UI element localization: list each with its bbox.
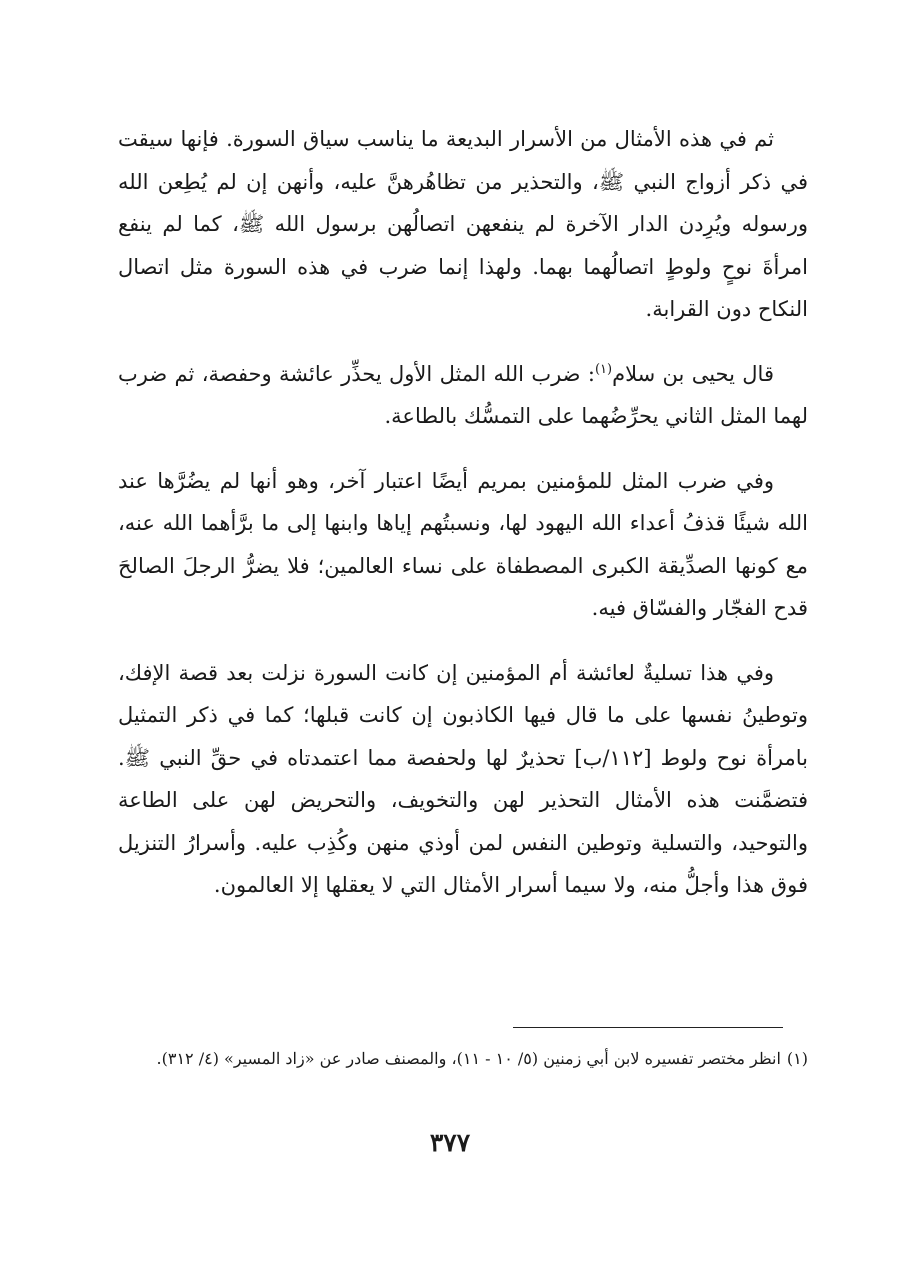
footnote-text: انظر مختصر تفسيره لابن أبي زمنين (٥/ ١٠ - ١١)، والمصنف صادر عن «زاد المسير» (٤/ ٣١٢).: [156, 1049, 781, 1068]
paragraph-3: وفي ضرب المثل للمؤمنين بمريم أيضًا اعتبار آخر، وهو أنها لم يضُرَّها عند الله شيئًا قذفُ أعداء الله اليهود لها، ونسبتُهم إياها وابنها إلى ما برَّأهما الله عنه، مع كونها الصدِّيقة الكبرى المصطفاة على نساء العالمين؛ فلا يضرُّ الرجلَ الصالحَ قدح الفجّار والفسّاق فيه.: [118, 468, 808, 620]
footnote-reference: (١): [594, 361, 613, 377]
paragraph-1: ثم في هذه الأمثال من الأسرار البديعة ما يناسب سياق السورة. فإنها سيقت في ذكر أزواج النبي ﷺ، والتحذير من تظاهُرهنَّ عليه، وأنهن إن لم يُطِعن الله ورسوله ويُرِدن الدار الآخرة لم ينفعهن اتصالُهن برسول الله ﷺ، كما لم ينفع امرأةَ نوحٍ ولوطٍ اتصالُهما بهما. ولهذا إنما ضرب في هذه السورة مثل اتصال النكاح دون القرابة.: [118, 127, 808, 321]
footnote-divider: [513, 1027, 783, 1028]
paragraph-2-start: قال يحيى بن سلام: [612, 361, 774, 386]
paragraph-2: [118, 353, 808, 438]
paragraph-2-rest: : ضرب الله المثل الأول يحذِّر عائشة وحفصة، ثم ضرب لهما المثل الثاني يحرِّضُهما على التمسُّك بالطاعة.: [118, 361, 808, 428]
page-number: ٣٧٧: [429, 1128, 471, 1157]
footnote: [118, 1044, 808, 1074]
paragraph-4: وفي هذا تسليةٌ لعائشة أم المؤمنين إن كانت السورة نزلت بعد قصة الإفك، وتوطينُ نفسها على ما قال فيها الكاذبون إن كانت قبلها؛ كما في ذكر التمثيل بامرأة نوح ولوط [١١٢/ب] تحذيرٌ لها ولحفصة مما اعتمدتاه في حقِّ النبي ﷺ. فتضمَّنت هذه الأمثال التحذير لهن والتخويف، والتحريض لهن على الطاعة والتوحيد، والتسلية وتوطين النفس لمن أوذي منهن وكُذِب عليه. وأسرارُ التنزيل فوق هذا وأجلُّ منه، ولا سيما أسرار الأمثال التي لا يعقلها إلا العالمون.: [118, 660, 808, 897]
footnote-number: (١): [786, 1049, 808, 1068]
main-text: [118, 118, 808, 929]
